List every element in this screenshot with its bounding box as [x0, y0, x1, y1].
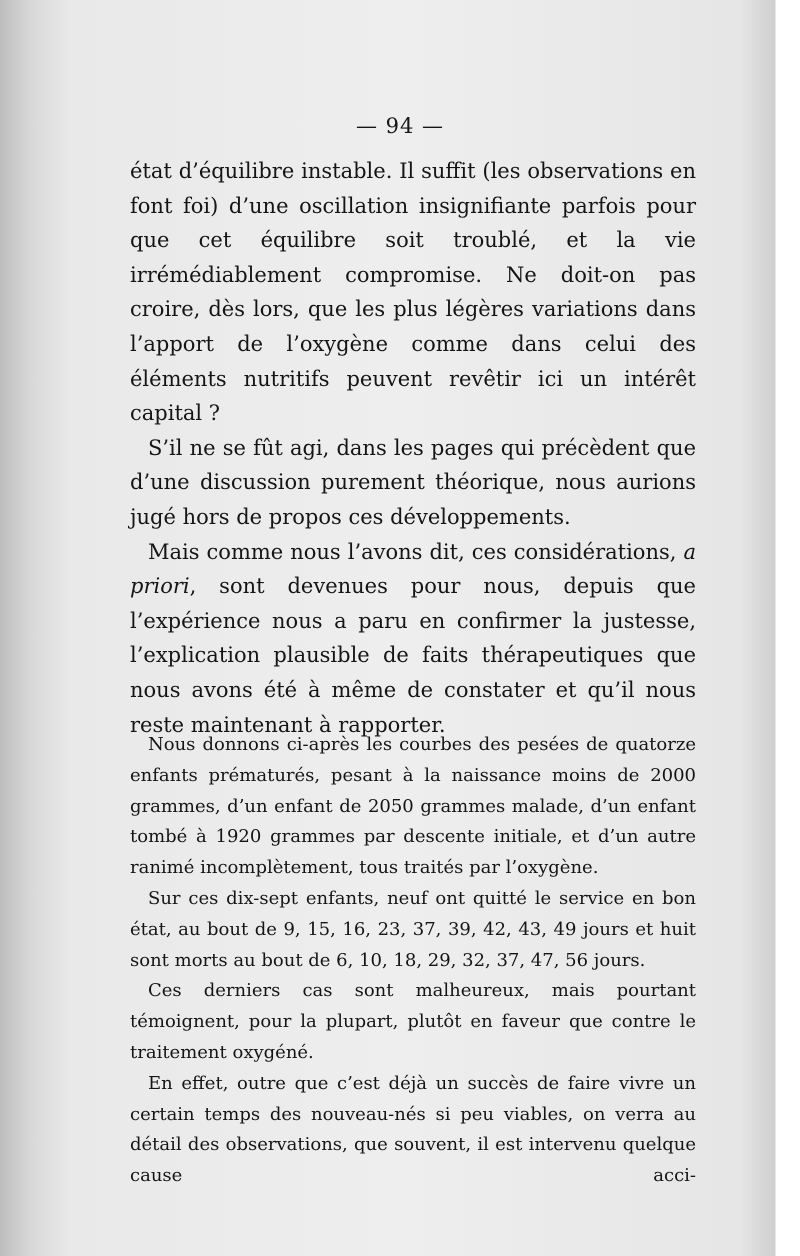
main-text-block	[130, 154, 696, 742]
paragraph-considerations	[130, 535, 696, 743]
paragraph-equilibrium: état d’équilibre instable. Il suffit (les observations en font foi) d’une oscillation insignifiante parfois pour que cet équilibre soit troublé, et la vie irrémédiablement compromise. Ne doit-on pas croire, dès lors, que les plus légères variations dans l’apport de l’oxygène comme dans celui des éléments nutritifs peuvent revêtir ici un intérêt capital ?	[130, 159, 696, 426]
paragraph-success: En effet, outre que c’est déjà un succès de faire vivre un certain temps des nouveau-nés si peu viables, on verra au détail des observations, que souvent, il est intervenu quelque cause acci-	[130, 1072, 696, 1187]
small-text-block	[130, 730, 696, 1192]
paragraph-unfortunate-cases: Ces derniers cas sont malheureux, mais pourtant témoignent, pour la plupart, plutôt en faveur que contre le traitement oxygéné.	[130, 980, 696, 1063]
considerations-text-end: , sont devenues pour nous, depuis que l’expérience nous a paru en confirmer la justesse, l’explication plausible de faits thérapeutiques que nous avons été à même de constater et qu’il nous reste maintenant à rapporter.	[130, 574, 696, 737]
a-priori-italic: a priori	[130, 539, 696, 599]
paragraph-weight-curves: Nous donnons ci-après les courbes des pesées de quatorze enfants prématurés, pesant à la naissance moins de 2000 grammes, d’un enfant de 2050 grammes malade, d’un enfant tombé à 1920 grammes par descente initiale, et d’un autre ranimé incomplètement, tous traités par l’oxygène.	[130, 734, 696, 879]
right-page-margin	[776, 0, 800, 1256]
paragraph-seventeen-children: Sur ces dix-sept enfants, neuf ont quitté le service en bon état, au bout de 9, 15, 16, 23, 37, 39, 42, 43, 49 jours et huit sont morts au bout de 6, 10, 18, 29, 32, 37, 47, 56 jours.	[130, 887, 696, 971]
paragraph-discussion: S’il ne se fût agi, dans les pages qui précèdent que d’une discussion purement théorique, nous aurions jugé hors de propos ces développements.	[130, 435, 696, 529]
considerations-text-start: Mais comme nous l’avons dit, ces considérations,	[148, 539, 684, 564]
page-number: — 94 —	[355, 114, 445, 138]
